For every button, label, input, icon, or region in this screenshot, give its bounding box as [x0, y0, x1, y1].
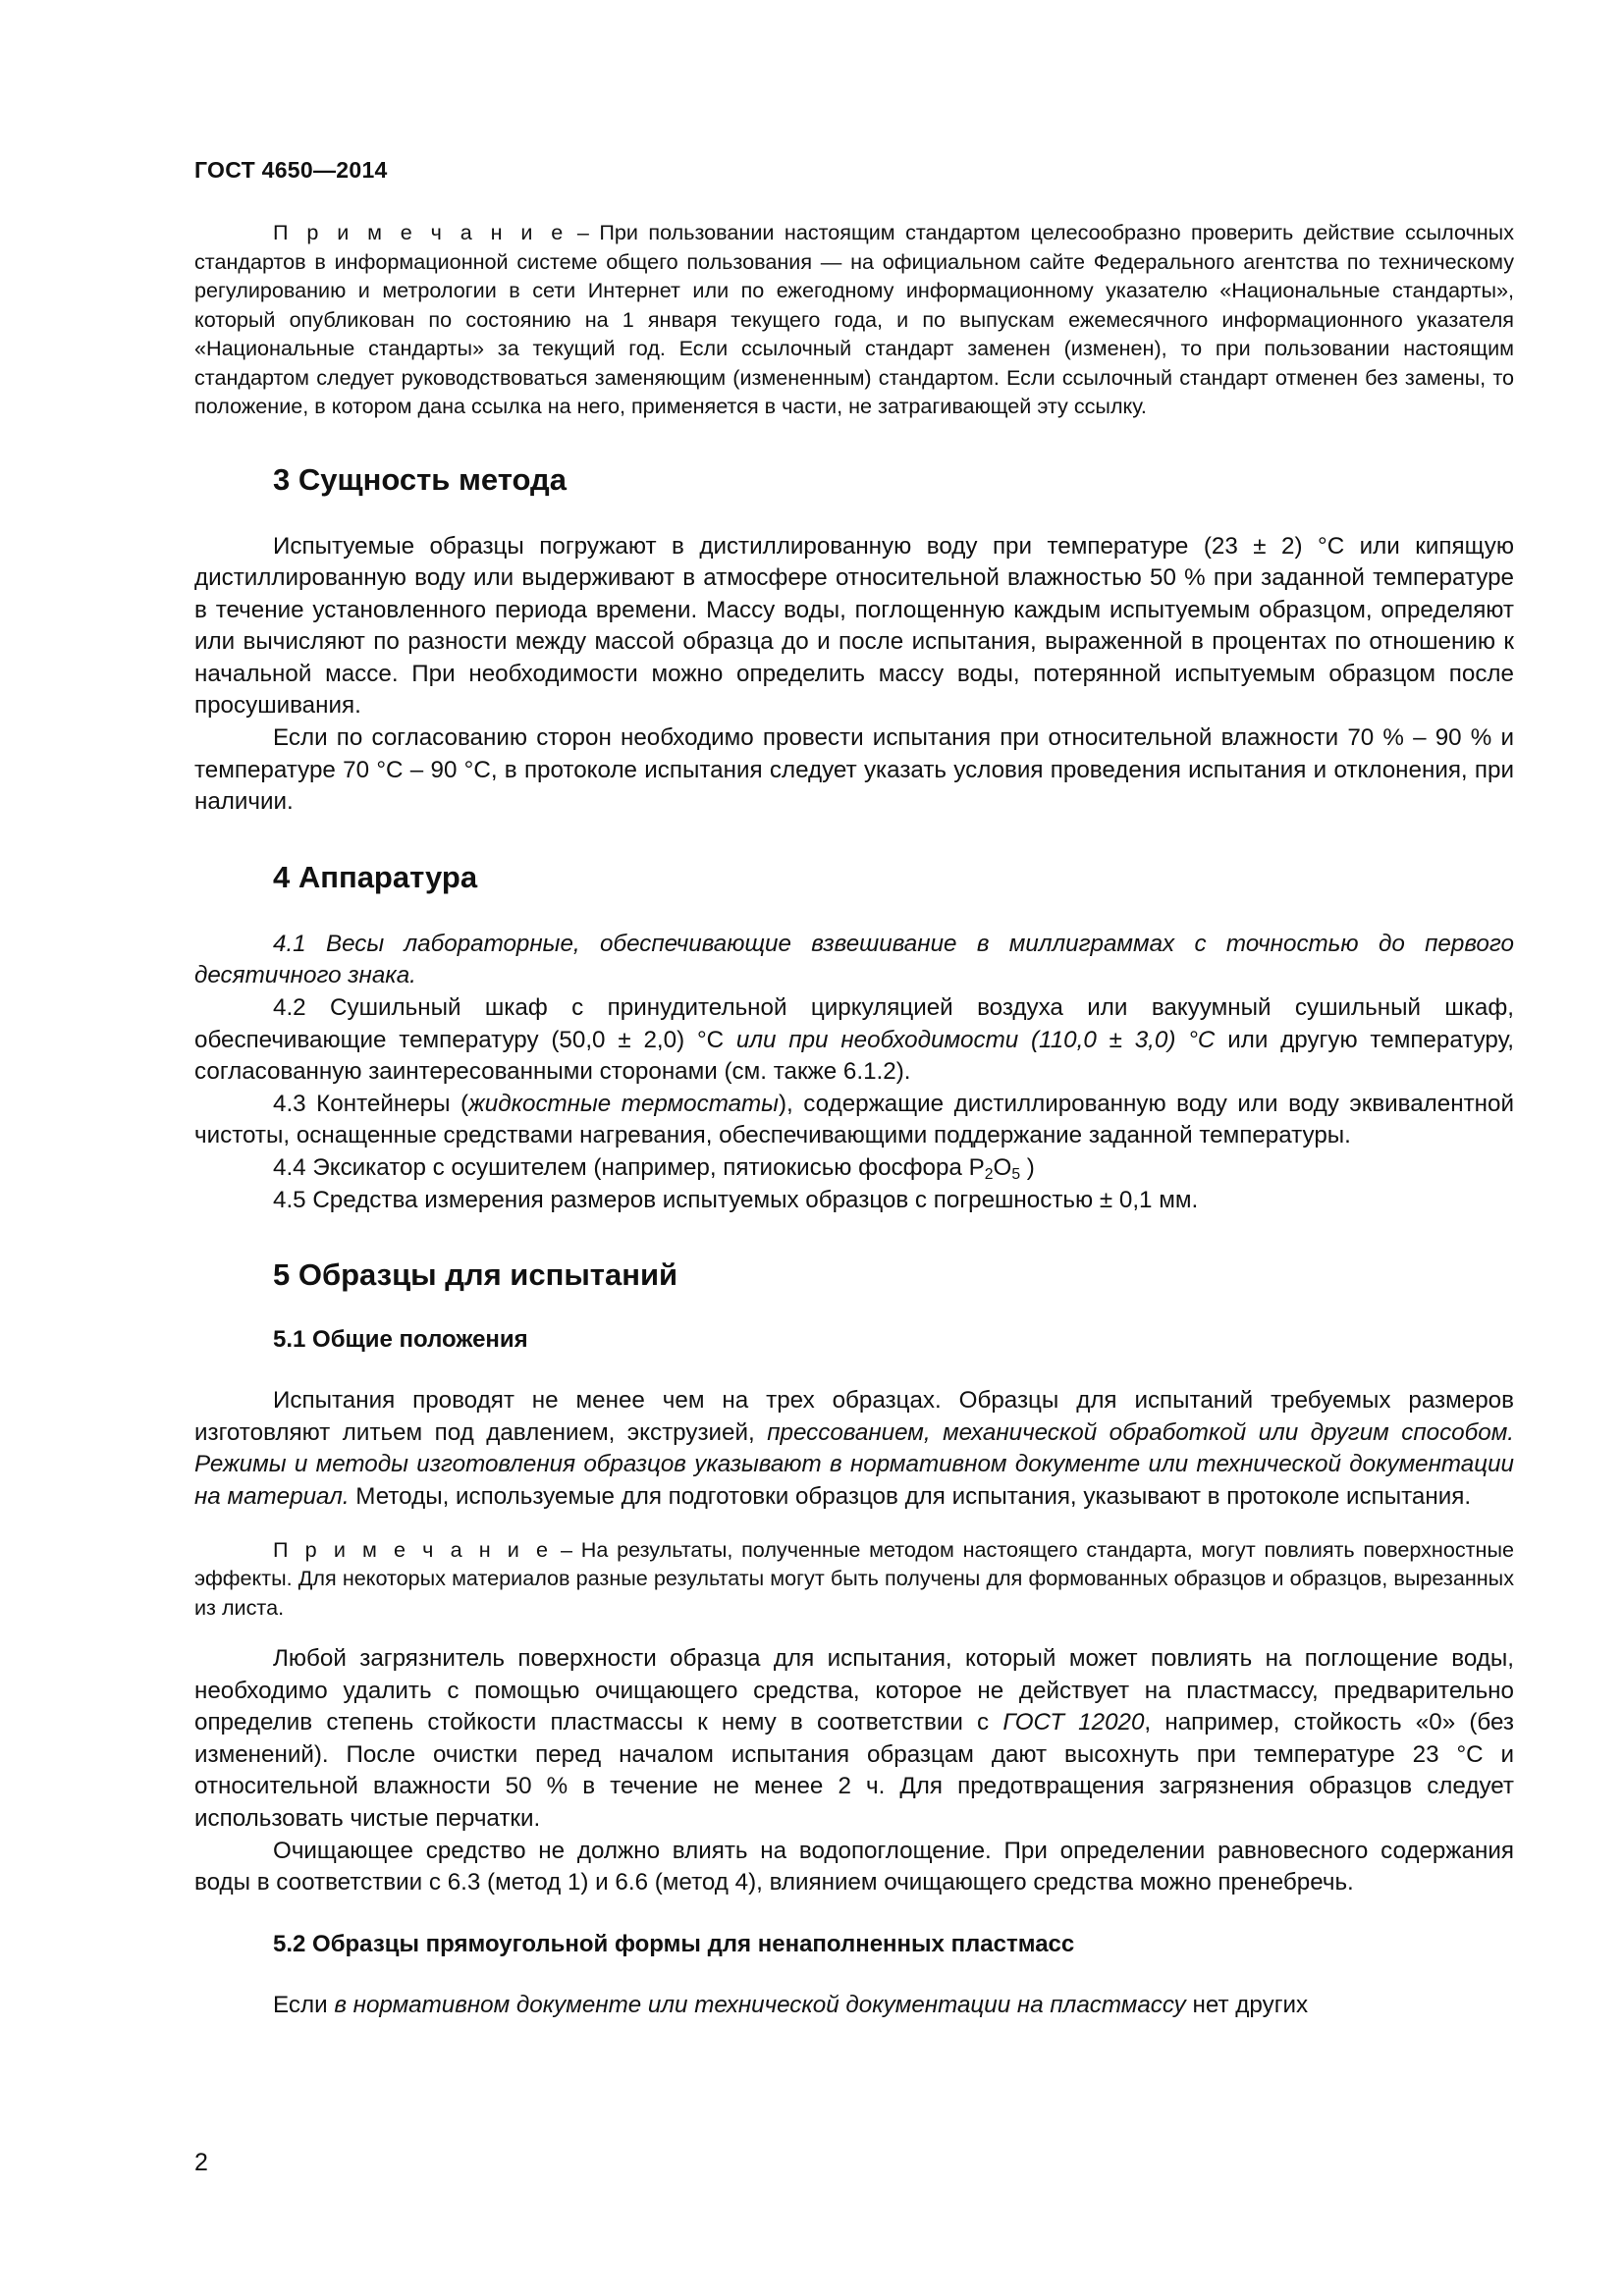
item-4-3-text-c: ), содержащие дистиллированную воду или воду эквивалентной чистоты, оснащенные средствами нагревания, обеспечивающими поддержание заданной температуры. — [194, 1090, 1514, 1149]
section-3-paragraph-1: Испытуемые образцы погружают в дистиллированную воду при температуре (23 ± 2) °С или кипящую дистиллированную воду или выдерживают в атмосфере относительной влажностью 50 % при заданной температуре в течение установленного периода времени. Массу воды, поглощенную каждым испытуемым образцом, определяют или вычисляют по разности между массой образца до и после испытания, выраженной в процентах по отношению к начальной массе. При необходимости можно определить массу воды, потерянной испытуемым образцом после просушивания. — [194, 532, 1514, 720]
subsection-5-1-paragraph-2 — [194, 1643, 1514, 1836]
subsection-5-2-paragraph-1 — [194, 1990, 1514, 2022]
item-4-4-text-c: ) — [1020, 1154, 1035, 1181]
item-4-3-text-b: жидкостные термостаты — [468, 1090, 779, 1117]
subsection-5-1-paragraph-3: Очищающее средство не должно влиять на водопоглощение. При определении равновесного содержания воды в соответствии с 6.3 (метод 1) и 6.6 (метод 4), влиянием очищающего средства можно пренебречь. — [194, 1837, 1514, 1896]
s52-p1-text-a: Если — [273, 1991, 335, 2018]
item-4-2-text-a: 4.2 Сушильный шкаф с принудительной циркуляцией воздуха или вакуумный сушильный шкаф, обеспечивающие температуру (50,0 ± 2,0) °С — [194, 994, 1514, 1053]
item-4-2 — [194, 992, 1514, 1089]
subsection-5-1-paragraph-1 — [194, 1385, 1514, 1513]
note-text: – При пользовании настоящим стандартом целесообразно проверить действие ссылочных стандартов в информационной системе общего пользования — на официальном сайте Федерального агентства по техническому регулированию и метрологии в сети Интернет или по ежегодному информационному указателю «Национальные стандарты», который опубликован по состоянию на 1 января текущего года, и по выпускам ежемесячного информационного указателя «Национальные стандарты» за текущий год. Если ссылочный стандарт заменен (изменен), то при пользовании настоящим стандартом следует руководствоваться заменяющим (измененным) стандартом. Если ссылочный стандарт отменен без замены, то положение, в котором дана ссылка на него, применяется в части, не затрагивающей эту ссылку. — [194, 220, 1514, 418]
item-4-2-text-b: или при необходимости (110,0 ± 3,0) °С — [735, 1026, 1216, 1053]
section-5-heading: 5 Образцы для испытаний — [273, 1257, 678, 1293]
section-4-heading: 4 Аппаратура — [273, 859, 478, 894]
item-4-1 — [194, 929, 1514, 992]
subsection-5-1-heading: 5.1 Общие положения — [273, 1326, 528, 1354]
item-4-4-subscript-2: 5 — [1011, 1166, 1021, 1183]
note-label: П р и м е ч а н и е — [273, 1536, 553, 1562]
s51-p2-standard-ref: ГОСТ 12020 — [1002, 1709, 1145, 1736]
note-label: П р и м е ч а н и е — [273, 220, 568, 244]
note-referenced-standards — [194, 218, 1514, 421]
item-4-4-text-a: 4.4 Эксикатор с осушителем (например, пятиокисью фосфора Р — [273, 1154, 985, 1181]
page-number: 2 — [194, 2149, 208, 2176]
item-4-2-text-c: или другую температуру, согласованную заинтересованными сторонами (см. также 6.1.2). — [194, 1026, 1514, 1086]
page-content — [194, 218, 1514, 2021]
item-4-1-text: 4.1 Весы лабораторные, обеспечивающие взвешивание в миллиграммах с точностью до первого десятичного знака. — [194, 930, 1514, 989]
item-4-3 — [194, 1089, 1514, 1152]
s51-p2-text-a: Любой загрязнитель поверхности образца для испытания, который может повлиять на поглощение воды, необходимо удалить с помощью очищающего средства, которое не действует на пластмассу, предварительно определив степень стойкости пластмассы к нему в соответствии с — [194, 1645, 1514, 1736]
s51-p1-text-b: прессованием, механической обработкой или другим способом. Режимы и методы изготовления образцов указывают в нормативном документе или технической документации на материал. — [194, 1418, 1514, 1510]
item-4-4 — [194, 1152, 1514, 1185]
section-3-paragraph-2: Если по согласованию сторон необходимо провести испытания при относительной влажности 70 % – 90 % и температуре 70 °С – 90 °С, в протоколе испытания следует указать условия проведения испытания и отклонения, при наличии. — [194, 724, 1514, 816]
document-code-header: ГОСТ 4650—2014 — [194, 157, 388, 183]
item-4-3-text-a: 4.3 Контейнеры ( — [273, 1090, 469, 1117]
item-4-5: 4.5 Средства измерения размеров испытуемых образцов с погрешностью ± 0,1 мм. — [273, 1186, 1199, 1213]
item-4-4-subscript-1: 2 — [984, 1166, 994, 1183]
s51-p1-text-a: Испытания проводят не менее чем на трех образцах. Образцы для испытаний требуемых размеров изготовляют литьем под давлением, экструзией, — [194, 1387, 1514, 1446]
s52-p1-text-b: в нормативном документе или технической документации на пластмассу — [334, 1991, 1186, 2018]
subsection-5-2-heading: 5.2 Образцы прямоугольной формы для ненаполненных пластмасс — [273, 1930, 1075, 1957]
section-3-heading: 3 Сущность метода — [273, 461, 567, 497]
s52-p1-text-c: нет других — [1185, 1991, 1309, 2018]
s51-p1-text-c: Методы, используемые для подготовки образцов для испытания, указывают в протоколе испытания. — [349, 1482, 1472, 1510]
s51-p2-text-c: , например, стойкость «0» (без изменений). После очистки перед началом испытания образцам дают высохнуть при температуре 23 °С и относительной влажности 50 % в течение не менее 2 ч. Для предотвращения загрязнения образцов следует использовать чистые перчатки. — [194, 1709, 1514, 1833]
note-text: – На результаты, полученные методом настоящего стандарта, могут повлиять поверхностные эффекты. Для некоторых материалов разные результаты могут быть получены для формованных образцов и образцов, вырезанных из листа. — [194, 1536, 1514, 1620]
note-surface-effects — [194, 1535, 1514, 1623]
item-4-4-text-b: О — [993, 1154, 1012, 1181]
